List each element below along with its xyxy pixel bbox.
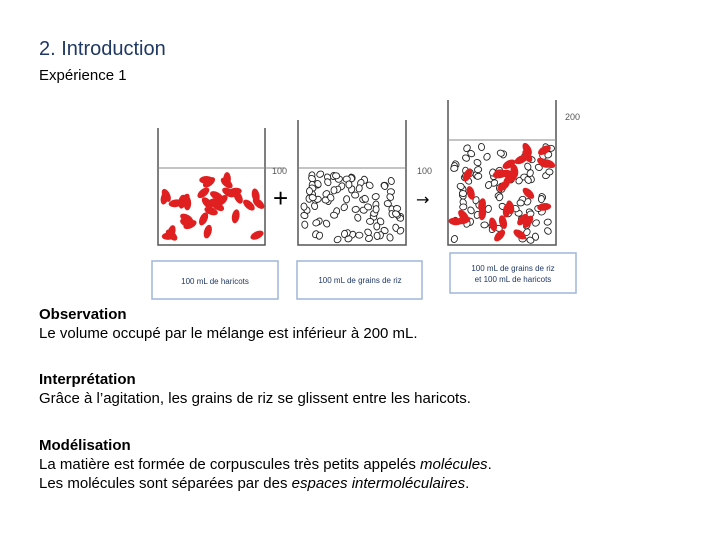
plus-sign: + [273,183,289,213]
rice-grain [306,188,312,195]
interpretation-text: Grâce à l’agitation, les grains de riz se glissent entre les haricots. [39,390,471,407]
rice-grain [372,193,380,200]
modelisation-section [39,436,492,493]
modelisation-line-1-end: . [487,456,492,473]
rice-grain [450,235,458,244]
page-title: 2. Introduction [39,38,166,60]
interpretation-section [39,370,471,408]
rice-grain [459,204,467,210]
observation-heading: Observation [39,306,127,323]
rice-grain [450,165,458,172]
rice-grain [474,166,482,173]
rice-grain [543,226,552,235]
rice-grain [331,186,337,194]
rice-grain [386,233,394,242]
rice-grain [517,199,525,206]
modelisation-line-2-text: Les molécules sont séparées par des [39,475,292,492]
rice-grain [352,206,360,213]
rice-grain [356,232,364,238]
rice-grain [478,143,485,151]
rice-grain [538,195,544,203]
rice-grain [373,205,380,213]
rice-grain [544,218,552,225]
rice-grain [301,221,308,229]
label-mixture-line2: et 100 mL de haricots [474,275,552,284]
observation-section [39,305,418,343]
rice-grain [322,219,331,228]
rice-grain [346,181,352,189]
rice-grain [354,213,362,222]
label-box-mixture [450,253,576,293]
rice-grain [482,152,491,161]
rice-grain [459,190,467,197]
modelisation-line-1-text: La matière est formée de corpuscules très petits appelés [39,456,421,473]
bean [249,229,265,242]
label-rice: 100 mL de grains de riz [318,276,402,285]
modelisation-line-2-end: . [465,475,470,492]
rice-grain [366,218,373,224]
experiment-figure [140,95,600,305]
rice-grain [545,168,553,175]
beaker-1-graduation: 100 [272,166,288,176]
bean [231,209,241,224]
beaker-rice [298,120,406,245]
beaker-3-graduation: 200 [565,112,581,122]
rice-grain [387,177,395,186]
mixture-group [448,141,556,244]
observation-text: Le volume occupé par le mélange est inférieur à 200 mL. [39,325,418,342]
rice-grain [374,232,381,240]
rice-grain [333,235,342,244]
label-mixture-line1: 100 mL de grains de riz [471,264,555,273]
rice-grain [301,203,308,211]
arrow-sign: → [416,190,430,209]
interpretation-heading: Interprétation [39,371,136,388]
rice-grain [316,170,325,179]
rice-grain [365,234,374,242]
label-beans: 100 mL de haricots [181,277,249,286]
bean [202,224,213,240]
rice-grain [481,222,489,228]
beans-group [159,172,266,243]
modelisation-heading: Modélisation [39,437,131,454]
rice-grain [340,203,349,212]
experiment-subtitle: Expérience 1 [39,67,127,84]
rice-grain [355,184,363,193]
beaker-mixture [448,100,556,245]
modelisation-line-1 [39,455,492,474]
beaker-2-graduation: 100 [417,166,433,176]
rice-grain [473,158,482,167]
rice-group [300,170,405,244]
rice-grain [343,195,350,203]
intermolecular-spaces-term: espaces intermoléculaires [291,475,466,492]
beaker-beans [158,128,288,245]
molecules-term: molécules [420,456,488,473]
modelisation-line-2 [39,474,492,493]
